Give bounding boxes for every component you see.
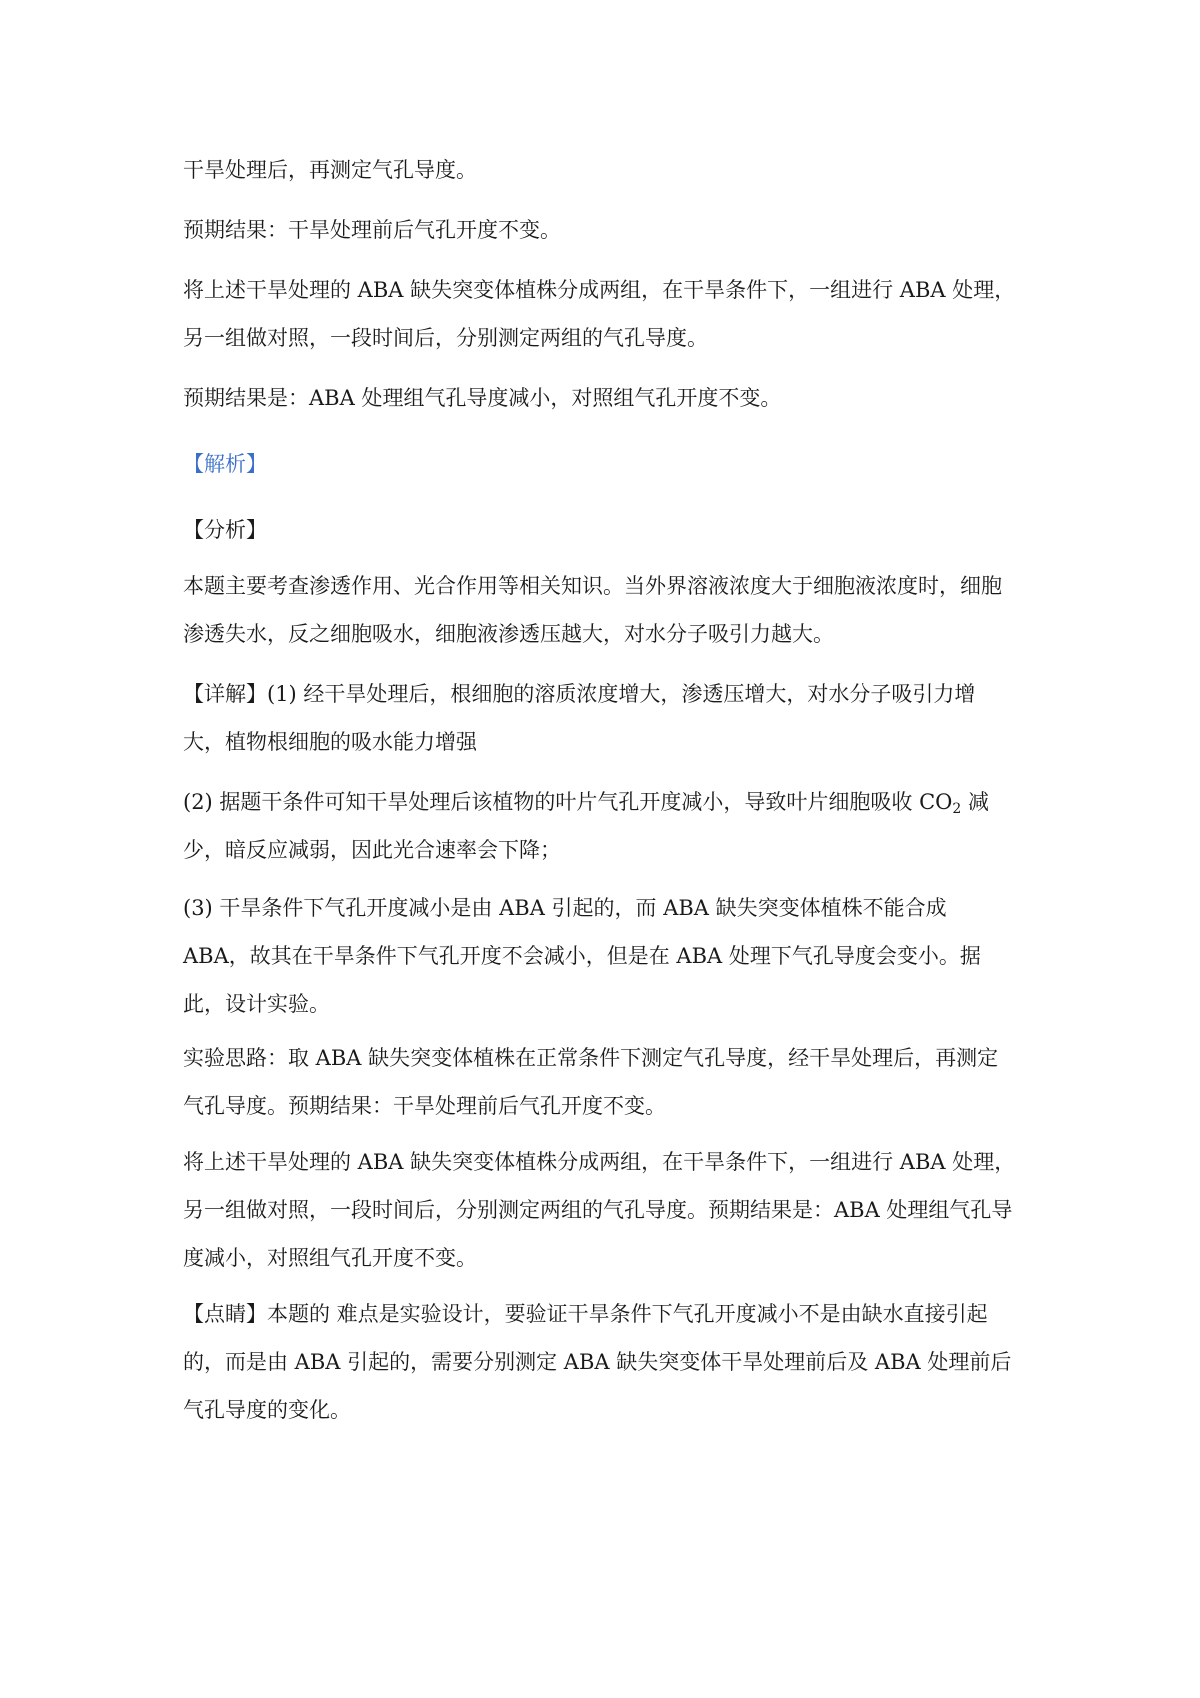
text-line: 将上述干旱处理的 ABA 缺失突变体植株分成两组，在干旱条件下，一组进行 ABA 处理，: [183, 1150, 1016, 1174]
text-line: 预期结果是：ABA 处理组气孔导度减小，对照组气孔开度不变。: [183, 386, 782, 410]
heading-text: 【分析】: [183, 518, 267, 542]
text-line: 实验思路：取 ABA 缺失突变体植株在正常条件下测定气孔导度，经干旱处理后，再测定: [183, 1046, 999, 1070]
text-line: 将上述干旱处理的 ABA 缺失突变体植株分成两组，在干旱条件下，一组进行 ABA 处理，: [183, 278, 1016, 302]
text-line: 【详解】(1) 经干旱处理后，根细胞的溶质浓度增大，渗透压增大，对水分子吸引力增: [183, 682, 976, 706]
text-line: 本题主要考查渗透作用、光合作用等相关知识。当外界溶液浓度大于细胞液浓度时，细胞: [183, 574, 1002, 598]
paragraph-aba-grouping: [183, 266, 1043, 362]
text-line: 另一组做对照，一段时间后，分别测定两组的气孔导度。预期结果是：ABA 处理组气孔导: [183, 1198, 1013, 1222]
paragraph-detail-2: [183, 778, 1043, 874]
text-line: 此，设计实验。: [183, 992, 330, 1016]
subscript: 2: [952, 801, 962, 817]
text-segment: (2) 据题干条件可知干旱处理后该植物的叶片气孔开度减小，导致叶片细胞吸收 CO: [183, 790, 953, 814]
paragraph-expected-result-aba: [183, 374, 1043, 422]
paragraph-detail-3: [183, 884, 1043, 1028]
text-line: 的，而是由 ABA 引起的，需要分别测定 ABA 缺失突变体干旱处理前后及 ABA 处理前后: [183, 1350, 1012, 1374]
text-line: 干旱处理后，再测定气孔导度。: [183, 158, 477, 182]
text-line: 度减小，对照组气孔开度不变。: [183, 1246, 477, 1270]
text-line: 另一组做对照，一段时间后，分别测定两组的气孔导度。: [183, 326, 708, 350]
paragraph-detail-1: [183, 670, 1043, 766]
text-segment: 减: [961, 790, 989, 814]
heading-analysis-explained: [183, 440, 1043, 488]
text-line: 气孔导度。预期结果：干旱处理前后气孔开度不变。: [183, 1094, 666, 1118]
text-line: 大，植物根细胞的吸水能力增强: [183, 730, 477, 754]
paragraph-key-point: [183, 1290, 1043, 1434]
text-line: 少，暗反应减弱，因此光合速率会下降；: [183, 838, 561, 862]
text-line: [183, 778, 1043, 826]
paragraph-expected-result: [183, 206, 1043, 254]
paragraph-experiment-idea: [183, 1034, 1043, 1130]
paragraph-drought-measure: [183, 146, 1043, 194]
text-line: 预期结果：干旱处理前后气孔开度不变。: [183, 218, 561, 242]
text-line: ABA，故其在干旱条件下气孔开度不会减小，但是在 ABA 处理下气孔导度会变小。据: [183, 944, 981, 968]
text-line: (3) 干旱条件下气孔开度减小是由 ABA 引起的，而 ABA 缺失突变体植株不能合成: [183, 896, 947, 920]
heading-analysis: [183, 506, 1043, 554]
paragraph-topic-summary: [183, 562, 1043, 658]
text-line: 渗透失水，反之细胞吸水，细胞液渗透压越大，对水分子吸引力越大。: [183, 622, 834, 646]
heading-text: 【解析】: [183, 452, 267, 476]
paragraph-aba-grouping-2: [183, 1138, 1043, 1282]
text-line: 气孔导度的变化。: [183, 1398, 351, 1422]
text-line: 【点睛】本题的 难点是实验设计，要验证干旱条件下气孔开度减小不是由缺水直接引起: [183, 1302, 988, 1326]
